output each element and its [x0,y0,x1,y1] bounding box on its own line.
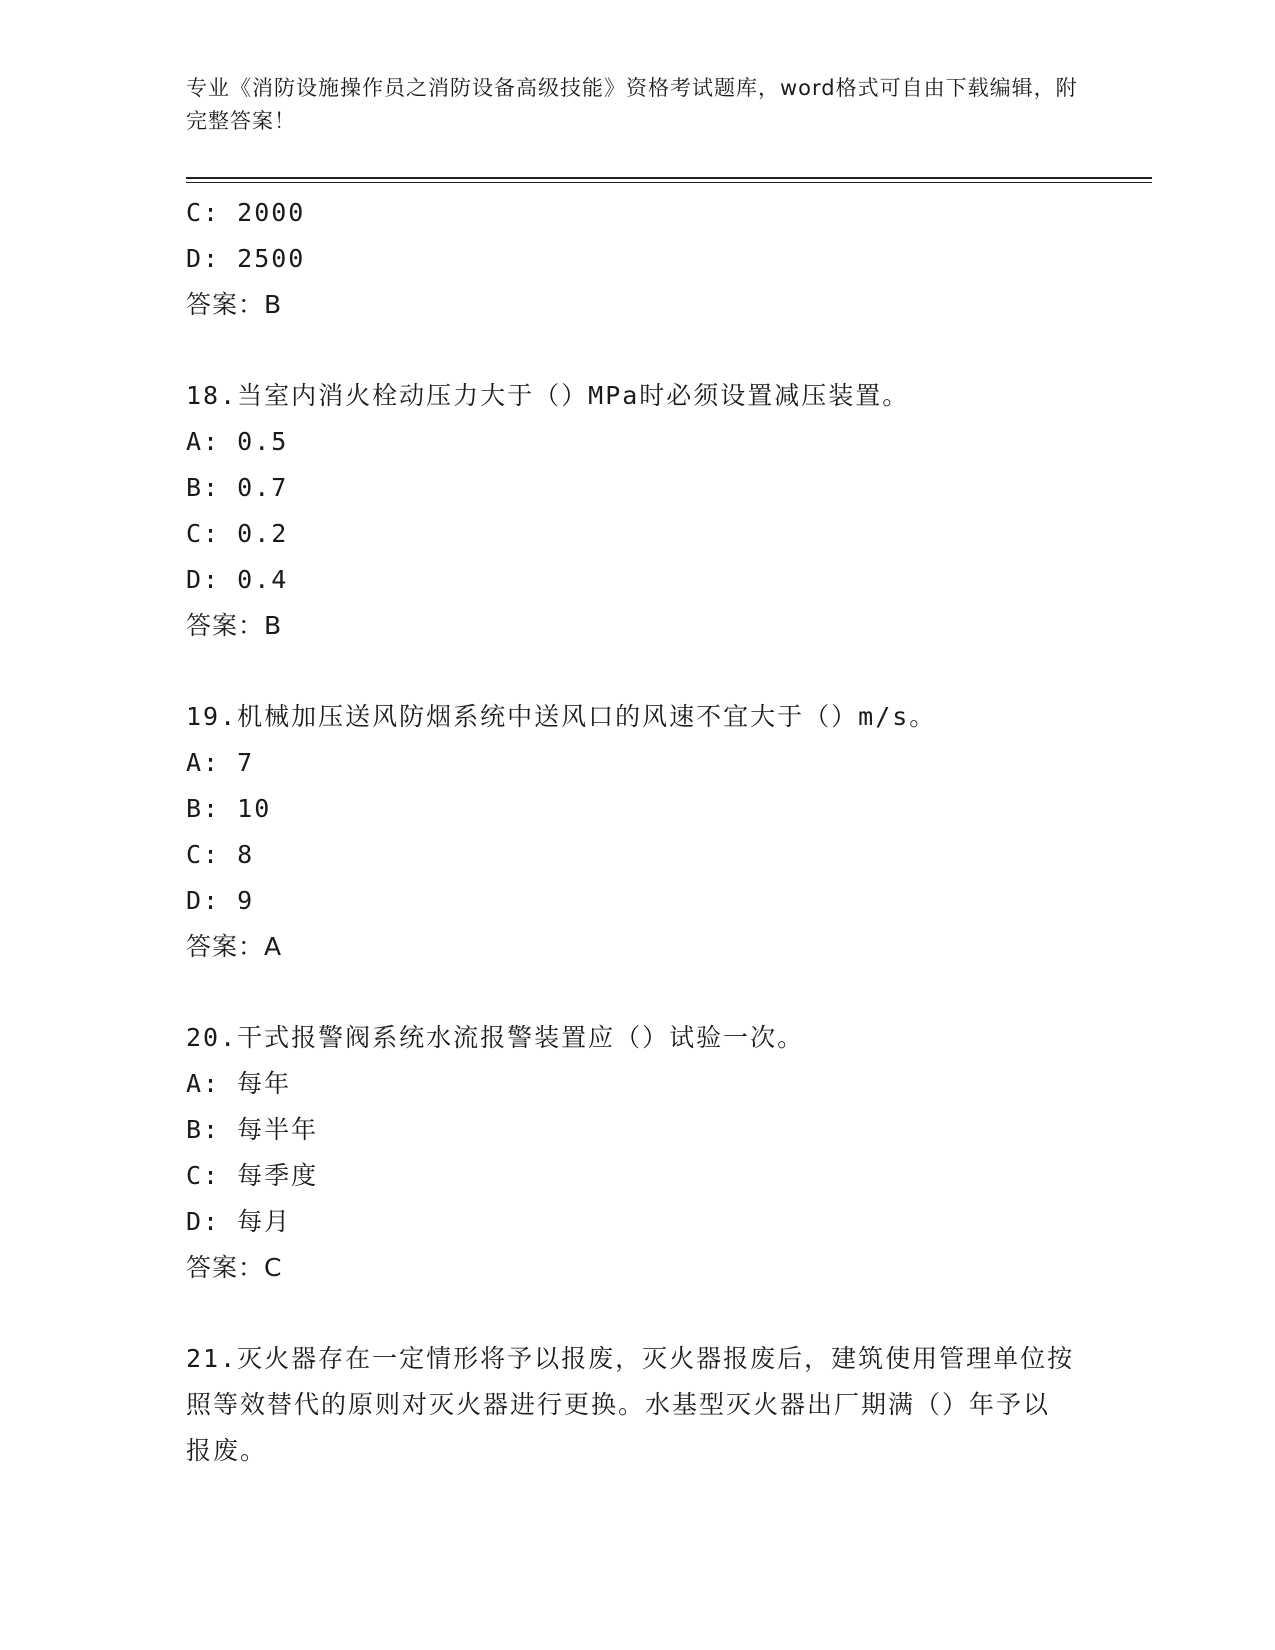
option-a: A: 每年 [186,1069,292,1098]
question-text: 21.灭火器存在一定情形将予以报废，灭火器报废后，建筑使用管理单位按照等效替代的原则对灭火器进行更换。水基型灭火器出厂期满（）年予以报废。 [186,1344,1075,1465]
option-d: D: 9 [186,886,255,915]
option-c: C: 每季度 [186,1161,319,1190]
answer-line: 答案：B [186,611,283,640]
question-20 [186,1015,1076,1291]
document-header: 专业《消防设施操作员之消防设备高级技能》资格考试题库，word格式可自由下载编辑，附完整答案！ [186,76,1078,133]
question-text: 18.当室内消火栓动压力大于（）MPa时必须设置减压装置。 [186,381,910,410]
option-c: C: 0.2 [186,519,289,548]
option-a: A: 7 [186,748,255,777]
header-rule-thin [186,182,1152,183]
answer-line: 答案：A [186,932,283,961]
option-d: D: 每月 [186,1207,292,1236]
answer-line: 答案：C [186,1253,283,1282]
option-d: D: 0.4 [186,565,289,594]
option-c: C: 8 [186,840,255,869]
option-d: D: 2500 [186,244,306,273]
option-b: B: 10 [186,794,272,823]
option-c: C: 2000 [186,198,306,227]
answer-line: 答案：B [186,290,283,319]
question-19 [186,694,1076,970]
option-b: B: 0.7 [186,473,289,502]
question-list [186,190,1076,1474]
option-a: A: 0.5 [186,427,289,456]
question-text: 19.机械加压送风防烟系统中送风口的风速不宜大于（）m/s。 [186,702,937,731]
header-rule-thick [186,177,1152,179]
prev-question-block [186,190,1076,328]
question-text: 20.干式报警阀系统水流报警装置应（）试验一次。 [186,1023,805,1052]
question-21 [186,1336,1076,1474]
question-18 [186,373,1076,649]
option-b: B: 每半年 [186,1115,319,1144]
